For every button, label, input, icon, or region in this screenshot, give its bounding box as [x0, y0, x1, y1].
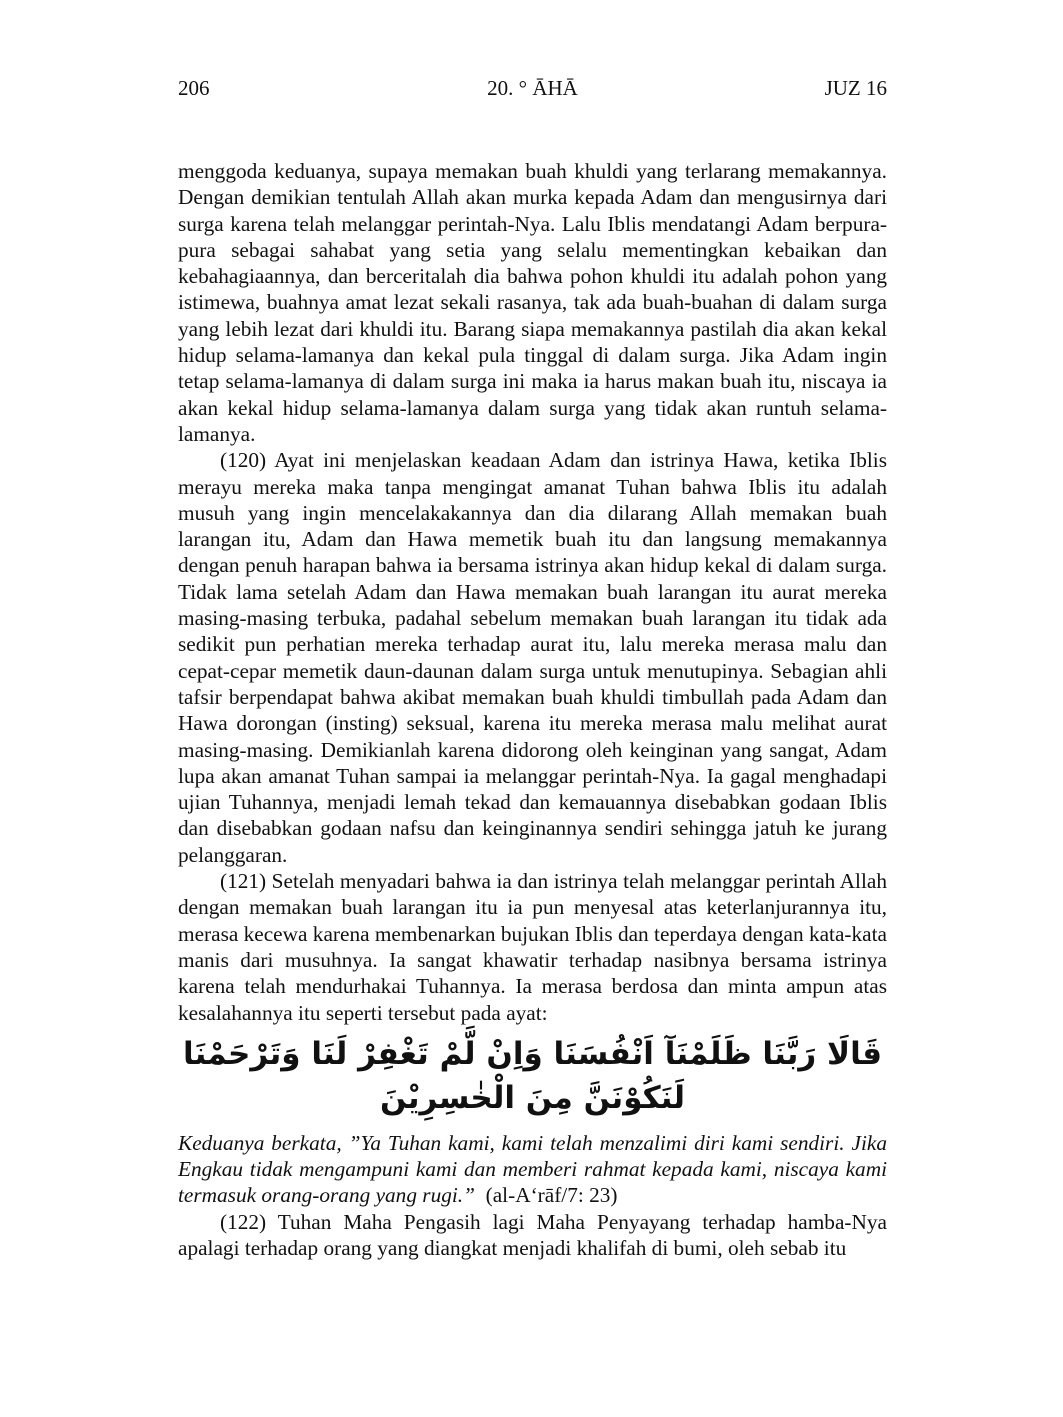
juz-label: JUZ 16	[824, 76, 887, 100]
paragraph-122: (122) Tuhan Maha Pengasih lagi Maha Penyayang terhadap hamba-Nya apalagi terhadap orang yang diangkat menjadi khalifah di bumi, oleh sebab itu	[178, 1209, 887, 1260]
paragraph: menggoda keduanya, supaya memakan buah khuldi yang terlarang memakannya. Dengan demikian tentulah Allah akan murka kepada Adam dan mengusirnya dari surga karena telah melanggar perintah-Nya. Lalu Iblis mendatangi Adam berpura-pura sebagai sahabat yang setia yang selalu mementingkan kebaikan dan kebahagiaannya, dan berceritalah dia bahwa pohon khuldi itu adalah pohon yang istimewa, buahnya amat lezat sekali rasanya, tak ada buah-buahan di dalam surga yang lebih lezat dari khuldi itu. Barang siapa memakannya pastilah dia akan kekal hidup selama-lamanya dan kekal pula tinggal di dalam surga. Jika Adam ingin tetap selama-lamanya di dalam surga ini maka ia harus makan buah itu, niscaya ia akan kekal hidup selama-lamanya dalam surga yang tidak akan runtuh selama-lamanya.	[178, 159, 887, 446]
page-body	[178, 158, 887, 1261]
surah-title: 20. ° ĀHĀ	[487, 76, 578, 100]
verse-translation	[178, 1130, 887, 1209]
paragraph-121: (121) Setelah menyadari bahwa ia dan istrinya telah melanggar perintah Allah dengan memakan buah larangan itu ia pun menyesal atas keterlanjurannya itu, merasa kecewa karena membenarkan bujukan Iblis dan teperdaya dengan kata-kata manis dari musuhnya. Ia sangat khawatir terhadap nasibnya bersama istrinya karena telah mendurhakai Tuhannya. Ia merasa berdosa dan minta ampun atas kesalahannya itu seperti tersebut pada ayat:	[178, 869, 887, 1025]
verse-reference: (al-A‘rāf/7: 23)	[485, 1183, 618, 1208]
page-number: 206	[178, 76, 210, 100]
translation-text: Keduanya berkata, ”Ya Tuhan kami, kami telah menzalimi diri kami sendiri. Jika Engkau tidak mengampuni kami dan memberi rahmat kepada kami, niscaya kami termasuk orang-orang yang rugi.”	[178, 1130, 887, 1208]
paragraph-120: (120) Ayat ini menjelaskan keadaan Adam dan istrinya Hawa, ketika Iblis merayu mereka maka tanpa mengingat amanat Tuhan bahwa Iblis itu adalah musuh yang ingin mencelakakannya dan dia dilarang Allah memakan buah larangan itu, Adam dan Hawa memetik buah itu dan langsung memakannya dengan penuh harapan bahwa ia bersama istrinya akan hidup kekal di dalam surga. Tidak lama setelah Adam dan Hawa memakan buah larangan itu aurat mereka masing-masing terbuka, padahal sebelum memakan buah larangan itu tidak ada sedikit pun perhatian mereka terhadap aurat itu, lalu mereka merasa malu dan cepat-cepar memetik daun-daunan dalam surga untuk menutupinya. Sebagian ahli tafsir berpendapat bahwa akibat memakan buah khuldi timbullah pada Adam dan Hawa dorongan (insting) seksual, karena itu mereka merasa malu melihat aurat masing-masing. Demikianlah karena didorong oleh keinginan yang sangat, Adam lupa akan amanat Tuhan sampai ia melanggar perintah-Nya. Ia gagal menghadapi ujian Tuhannya, menjadi lemah tekad dan kemauannya disebabkan godaan Iblis dan disebabkan godaan nafsu dan keinginannya sendiri sehingga jatuh ke jurang pelanggaran.	[178, 448, 887, 867]
page-header	[178, 76, 887, 102]
arabic-verse: قَالَا رَبَّنَا ظَلَمْنَآ اَنْفُسَنَا وَاِنْ لَّمْ تَغْفِرْ لَنَا وَتَرْحَمْنَا لَنَكُوْنَنَّ مِنَ الْخٰسِرِيْنَ	[182, 1035, 883, 1116]
